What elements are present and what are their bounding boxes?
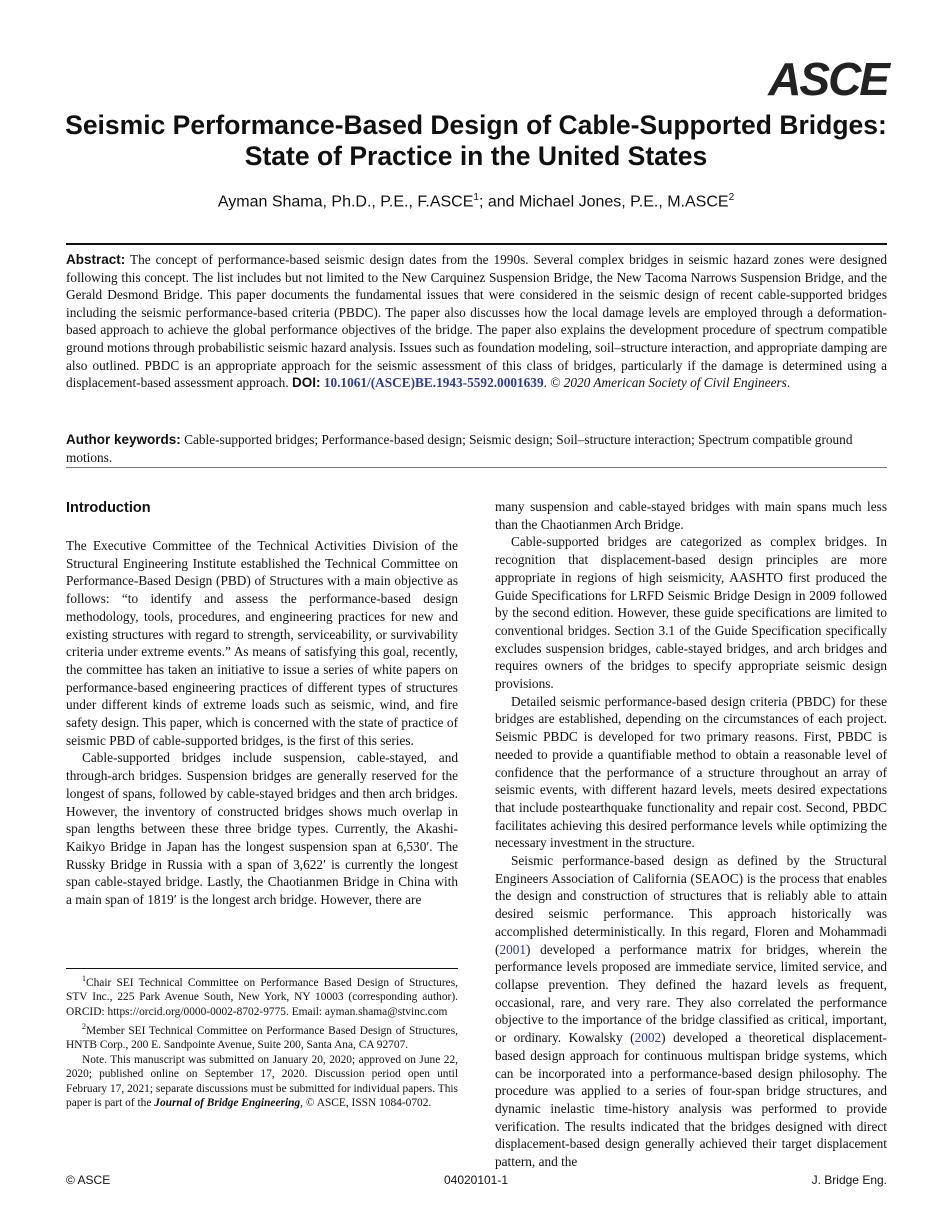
author-line (60, 192, 892, 211)
section-heading-introduction: Introduction (66, 500, 151, 516)
right-column (495, 498, 887, 1171)
footer-journal: J. Bridge Eng. (811, 1173, 887, 1187)
asce-logo: ASCE (768, 53, 888, 105)
abstract-label: Abstract: (66, 252, 126, 267)
citation-link[interactable]: 2001 (499, 941, 527, 957)
paragraph: Cable-supported bridges include suspension, cable-stayed, and through-arch bridges. Suspension bridges are generally reserved for the longest of spans, followed by cable-stayed bridges and then arch bridges. However, the inventory of constructed bridges shows much overlap in span lengths between these three bridge types. Currently, the Akashi-Kaikyo Bridge in Japan has the longest suspension span at 6,530′. The Russky Bridge in Russia with a span of 3,622′ is currently the longest span cable-stayed bridge. Lastly, the Chaotianmen Bridge in China with a main span of 1819′ is the longest arch bridge. However, there are (66, 750, 458, 908)
abstract: Abstract: The concept of performance-based seismic design dates from the 1990s. Several complex bridges in seismic hazard zones were designed following this concept. The list includes but not limited to the New Carquinez Suspension Bridge, the New Tacoma Narrows Suspension Bridge, and the Gerald Desmond Bridge. This paper documents the fundamental issues that were considered in the seismic design of recent cable-supported bridges including the seismic performance-based criteria (PBDC). The paper also discusses how the local damage levels are employed through a deformation-based approach to achieve the global performance objectives of the bridge. The paper also explains the development procedure of spectrum compatible ground motions through probabilistic seismic hazard analysis. Issues such as foundation modeling, soil–structure interaction, and appropriate damping are also outlined. PBDC is an appropriate approach for the seismic assessment of this class of bridges, particularly if the damage is determined using a displacement-based assessment approach. DOI: 10.1061/(ASCE)BE.1943-5592.0001639. © 2020 American Society of Civil Engineers. (66, 252, 887, 391)
copyright: © 2020 American Society of Civil Engineers (550, 375, 787, 391)
footnote-text: Member SEI Technical Committee on Performance Based Design of Structures, HNTB Corp., 200 E. Sandpointe Avenue, Suite 200, Santa Ana, CA 92707. (66, 1024, 458, 1051)
author-2: Michael Jones, P.E., M.ASCE (518, 193, 729, 211)
author-keywords (66, 431, 887, 466)
footnote-text: Chair SEI Technical Committee on Performance Based Design of Structures, STV Inc., 225 Park Avenue South, New York, NY 10003 (corresponding author). ORCID: https://orcid.org/0000-0002-8702-9775. Email: ayman.shama@stvinc.com (66, 976, 458, 1018)
author-1-footnote-mark: 1 (473, 192, 479, 203)
paragraph-text: ) developed a performance matrix for bridges, wherein the performance levels proposed are immediate service, limited service, and collapse prevention. They defined the hazard levels as frequent, occasional, rare, and very rare. They also correlated the performance objective to the importance of the bridge classified as critical, important, or ordinary. Kowalsky ( (495, 941, 887, 1046)
footnote-mark: 2 (82, 1021, 86, 1031)
abstract-text: The concept of performance-based seismic design dates from the 1990s. Several complex bridges in seismic hazard zones were designed following this concept. The list includes but not limited to the New Carquinez Suspension Bridge, the New Tacoma Narrows Suspension Bridge, and the Gerald Desmond Bridge. This paper documents the fundamental issues that were considered in the seismic design of recent cable-supported bridges including the seismic performance-based criteria (PBDC). The paper also discusses how the local damage levels are employed through a deformation-based approach to achieve the global performance objectives of the bridge. The paper also explains the development procedure of spectrum compatible ground motions through probabilistic seismic hazard analysis. Issues such as foundation modeling, soil–structure interaction, and appropriate damping are also outlined. PBDC is an appropriate approach for the seismic assessment of this class of bridges, particularly if the damage is determined using a displacement-based assessment approach. (66, 252, 887, 391)
journal-name: Journal of Bridge Engineering (154, 1097, 301, 1110)
footer-publisher: © ASCE (66, 1173, 111, 1187)
note-text: , © ASCE, ISSN 1084-0702. (300, 1097, 432, 1110)
doi-link[interactable]: 10.1061/(ASCE)BE.1943-5592.0001639 (323, 375, 544, 391)
footnotes (66, 972, 458, 1111)
footer-page-id: 04020101-1 (443, 1173, 509, 1187)
author-separator: ; and (478, 193, 519, 211)
footnote-1 (66, 972, 458, 1020)
footnote-mark: 1 (82, 974, 86, 983)
keywords-label: Author keywords: (66, 432, 181, 447)
paper-title: Seismic Performance-Based Design of Cable-Supported Bridges: State of Practice in the United States (65, 110, 887, 171)
footnote-2 (66, 1020, 458, 1053)
doi-label: DOI: (291, 375, 321, 391)
paragraph: Detailed seismic performance-based design criteria (PBDC) for these bridges are established, depending on the circumstances of each project. Seismic PBDC is developed for two primary reasons. First, PBDC is needed to provide a quantifiable method to obtain a reasonable level of confidence that the performance of a structure throughout an array of seismic events, with different hazard levels, meets desired expectations that include postearthquake functionality and repair cost. Second, PBDC facilitates achieving this desired performance levels while optimizing the necessary investment in the structure. (495, 693, 887, 851)
left-column (66, 498, 458, 909)
paragraph: Cable-supported bridges are categorized as complex bridges. In recognition that displacement-based design principles are more appropriate in regions of high seismicity, AASHTO first produced the Guide Specifications for LRFD Seismic Bridge Design in 2009 followed by the second edition. However, these guide specifications are limited to conventional bridges. Section 3.1 of the Guide Specification specifically excludes suspension bridges, cable-stayed bridges, and arch bridges and requires owners of the bridges to specify appropriate seismic design provisions. (495, 534, 887, 692)
footnote-divider (66, 968, 458, 969)
author-1: Ayman Shama, Ph.D., P.E., F.ASCE (217, 193, 474, 211)
keywords-text: Cable-supported bridges; Performance-based design; Seismic design; Soil–structure interaction; Spectrum compatible ground motions. (66, 432, 853, 465)
paragraph: The Executive Committee of the Technical Activities Division of the Structural Engineering Institute established the Technical Committee on Performance-Based Design (PBD) of Structures with a main objective as follows: “to identify and assess the performance-based design methodology, tools, procedures, and engineering practices for new and existing structures with regard to strength, serviceability, or survivability criteria under extreme events.” As means of satisfying this goal, recently, the committee has taken an initiative to issue a series of white papers on performance-based engineering practices of different types of structures under different kinds of extreme loads such as seismic, wind, and fire safety design. This paper, which is concerned with the state of practice of seismic PBD of cable-supported bridges, is the first of this series. (66, 538, 458, 748)
paragraph (495, 852, 887, 1171)
keywords-divider (66, 467, 887, 468)
note-text: Note. This manuscript was submitted on January 20, 2020; approved on June 22, 2020; published online on September 17, 2020. Discussion period open until February 17, 2021; separate discussions must be submitted for individual papers. This paper is part of the (66, 1053, 458, 1110)
author-2-footnote-mark: 2 (728, 192, 735, 203)
paragraph-text: Seismic performance-based design as defined by the Structural Engineers Association of California (SEAOC) is the process that enables the design and construction of structures that is reliably able to attain desired seismic performance. This approach historically was accomplished deterministically. In this regard, Floren and Mohammadi ( (495, 853, 887, 957)
paragraph-continuation: many suspension and cable-stayed bridges with main spans much less than the Chaotianmen Arch Bridge. (495, 499, 887, 532)
manuscript-note (66, 1053, 458, 1111)
paragraph-text: ) developed a theoretical displacement-based design approach for continuous multispan bridge systems, which can be incorporated into a performance-based design philosophy. The procedure was applied to a series of four-span bridge structures, and dynamic inelastic time-history analysis was performed to provide verification. The results indicated that the bridges designed with direct displacement-based design generally achieved their target displacement pattern, and the (495, 1030, 887, 1170)
top-divider (66, 243, 887, 245)
citation-link[interactable]: 2002 (634, 1030, 662, 1046)
